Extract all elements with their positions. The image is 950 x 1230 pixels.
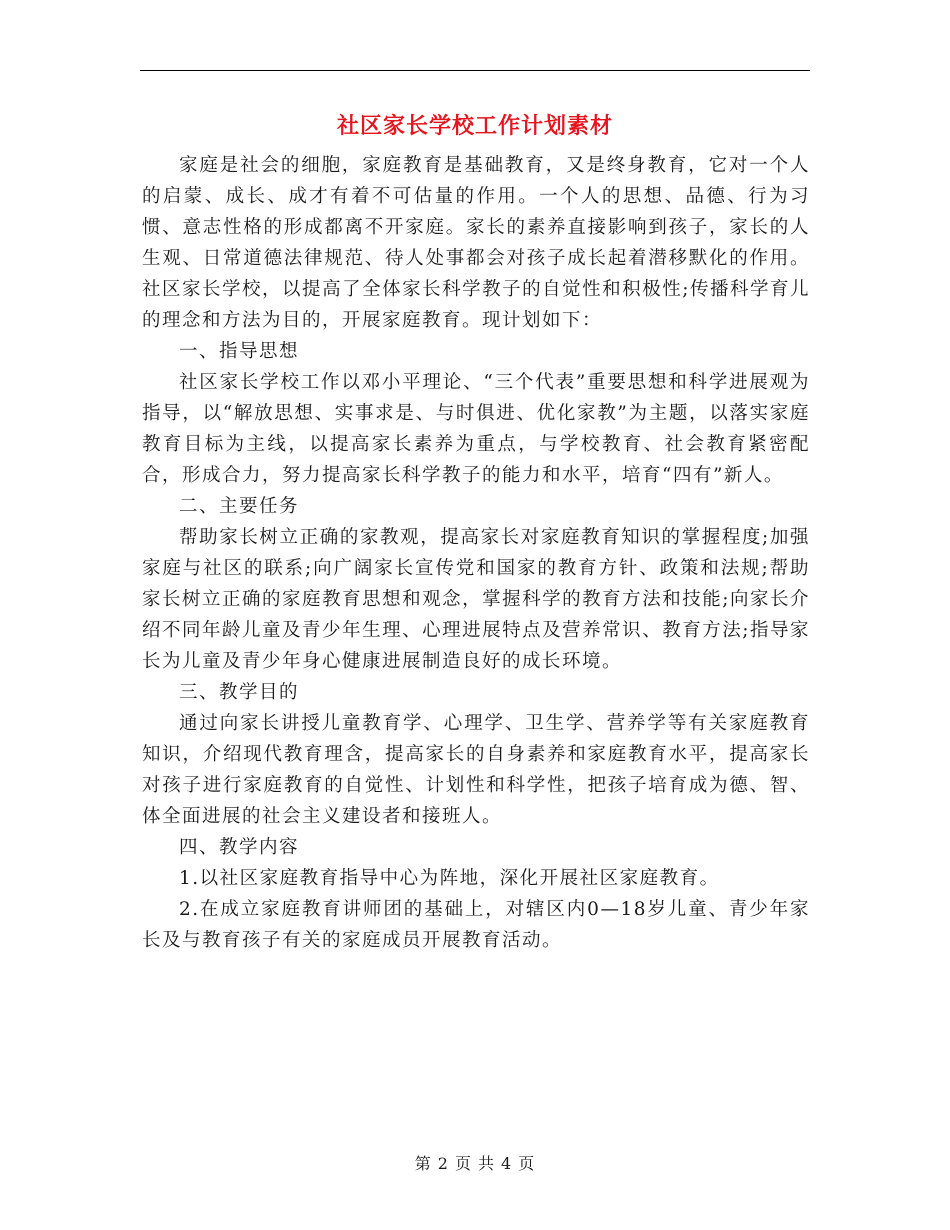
paragraph-intro: 家庭是社会的细胞，家庭教育是基础教育，又是终身教育，它对一个人的启蒙、成长、成才有着不可估量的作用。一个人的思想、品德、行为习惯、意志性格的形成都离不开家庭。家长的素养直接影响到孩子，家长的人生观、日常道德法律规范、待人处事都会对孩子成长起着潜移默化的作用。社区家长学校，以提高了全体家长科学教子的自觉性和积极性;传播科学育儿的理念和方法为目的，开展家庭教育。现计划如下： [142,155,810,331]
paragraph-teaching-purpose: 通过向家长讲授儿童教育学、心理学、卫生学、营养学等有关家庭教育知识，介绍现代教育理含，提高家长的自身素养和家庭教育水平，提高家长对孩子进行家庭教育的自觉性、计划性和科学性，把孩子培育成为德、智、体全面进展的社会主义建设者和接班人。 [142,713,810,827]
paragraph-guiding-ideology: 社区家长学校工作以邓小平理论、“三个代表”重要思想和科学进展观为指导，以“解放思想、实事求是、与时俱进、优化家教”为主题，以落实家庭教育目标为主线，以提高家长素养为重点，与学校教育、社会教育紧密配合，形成合力，努力提高家长科学教子的能力和水平，培育“四有”新人。 [142,372,810,486]
list-item-content-2: 2.在成立家庭教育讲师团的基础上，对辖区内0—18岁儿童、青少年家长及与教育孩子有关的家庭成员开展教育活动。 [142,899,810,951]
document-title: 社区家长学校工作计划素材 [336,113,613,139]
page-footer [140,1153,810,1175]
footer-total-word: 共 [478,1154,496,1173]
footer-suffix: 页 [518,1154,536,1173]
header-rule [140,70,810,71]
document-body [142,150,810,956]
heading-main-tasks: 二、主要任务 [179,496,300,517]
heading-guiding-ideology: 一、指导思想 [179,341,300,362]
footer-total-pages: 4 [501,1154,513,1173]
heading-teaching-purpose: 三、教学目的 [179,682,300,703]
footer-page-word: 页 [454,1154,472,1173]
paragraph-main-tasks: 帮助家长树立正确的家教观，提高家长对家庭教育知识的掌握程度;加强家庭与社区的联系;向广阔家长宣传党和国家的教育方针、政策和法规;帮助家长树立正确的家庭教育思想和观念，掌握科学的教育方法和技能;向家长介绍不同年龄儿童及青少年生理、心理进展特点及营养常识、教育方法;指导家长为儿童及青少年身心健康进展制造良好的成长环境。 [142,527,810,672]
footer-prefix: 第 [414,1154,432,1173]
heading-teaching-content: 四、教学内容 [179,837,300,858]
list-item-content-1: 1.以社区家庭教育指导中心为阵地，深化开展社区家庭教育。 [179,868,720,889]
footer-current-page: 2 [437,1154,449,1173]
